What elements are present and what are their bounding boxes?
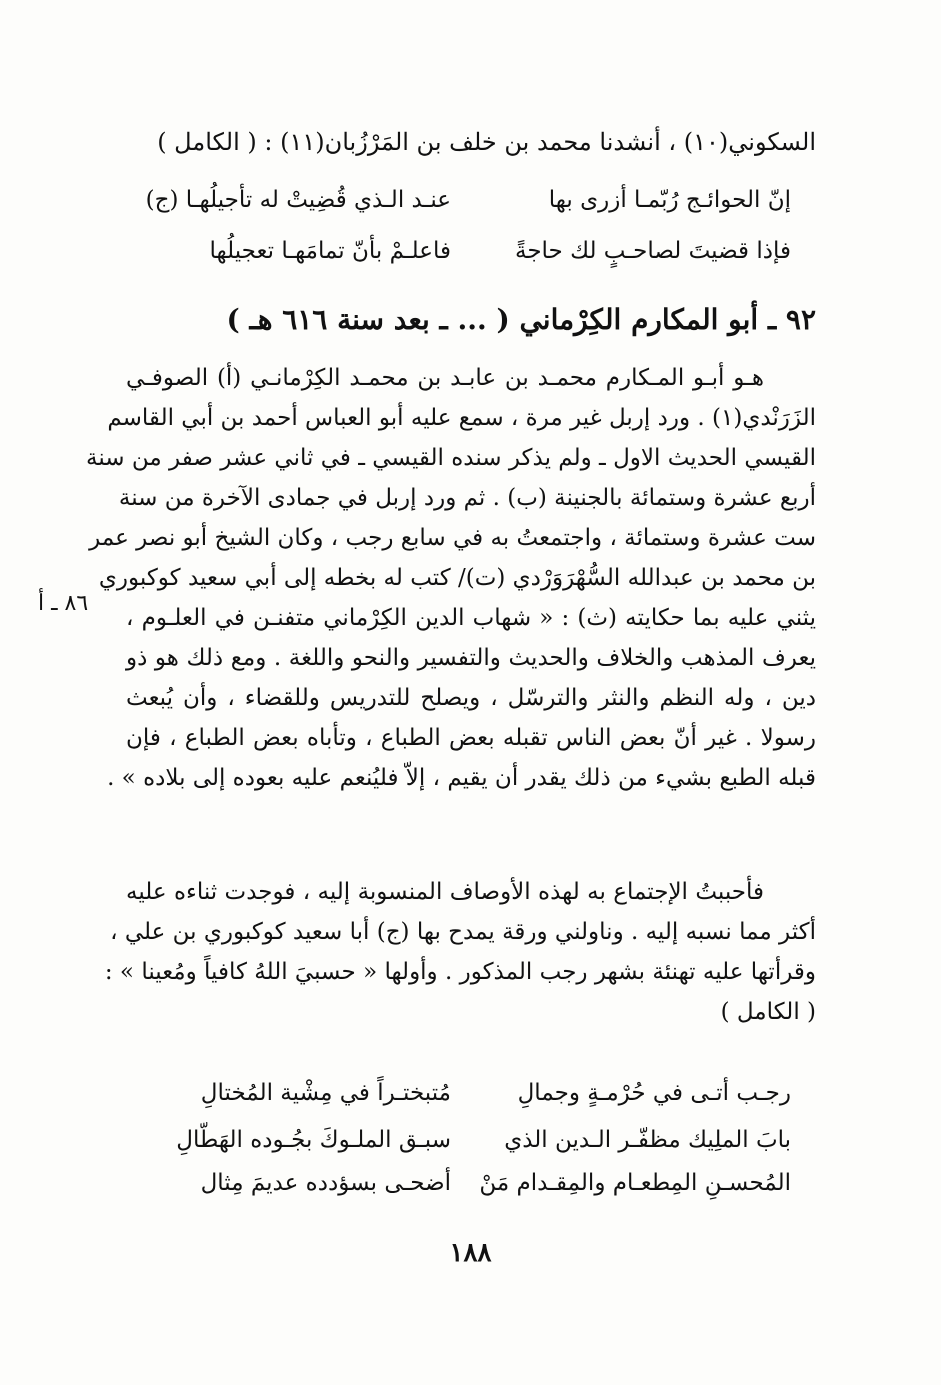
meeting-paragraph	[104, 872, 816, 1032]
biography-paragraph	[86, 358, 816, 798]
text-line: يثني عليه بما حكايته (ث) : « شهاب الدين الكِرْماني متفنـن في العلـوم ،	[126, 605, 816, 631]
text-line: ست عشرة وستمائة ، واجتمعتُ به في سابع رجب ، وكان الشيخ أبو نصر عمر	[89, 525, 816, 551]
verse-hemistich-second: مُتبختـراً في مِشْية المُختالِ	[200, 1080, 451, 1106]
section-heading: ٩٢ ـ أبو المكارم الكِرْماني ( ... ـ بعد سنة ٦١٦ هـ )	[226, 303, 816, 336]
text-line: بن محمد بن عبدالله السُّهْرَوَرْدي (ت)/ كتب له بخطه إلى أبي سعيد كوكبوري	[98, 565, 816, 591]
text-line: ( الكامل )	[720, 999, 816, 1025]
text-line: القيسي الحديث الاول ـ ولم يذكر سنده القيسي ـ في ثاني عشر صفر من سنة	[86, 445, 816, 471]
text-line: رسولا . غير أنّ بعض الناس تقبله بعض الطباع ، وتأباه بعض الطباع ، فإن	[126, 725, 816, 751]
verse-hemistich-second: أضحـى بسؤدده عديمَ مِثال	[200, 1170, 451, 1196]
verse-hemistich-second: فاعلـمْ بأنّ تمامَهـا تعجيلُها	[209, 238, 451, 264]
text-line: يعرف المذهب والخلاف والحديث والتفسير والنحو واللغة . ومع ذلك هو ذو	[126, 645, 816, 671]
verse-hemistich-first: فإذا قضيتَ لصاحـبٍ لك حاجةً	[514, 238, 791, 264]
verse-line	[0, 1127, 941, 1167]
text-line: قبله الطبع بشيء من ذلك يقدر أن يقيم ، إلاّ فليُنعم عليه بعوده إلى بلاده » .	[107, 765, 816, 791]
text-line: أربع عشرة وستمائة بالجنينة (ب) . ثم ورد إربل في جمادى الآخرة من سنة	[118, 485, 816, 511]
verse-line	[0, 1170, 941, 1210]
verse-hemistich-first: رجـب أتـى في حُرْمـةٍ وجمالِ	[517, 1080, 791, 1106]
text-line: أكثر مما نسبه إليه . وناولني ورقة يمدح بها (ج) أبا سعيد كوكبوري بن علي ،	[110, 919, 816, 945]
intro-line: السكوني(١٠) ، أنشدنا محمد بن خلف بن المَرْزُبان(١١) : ( الكامل )	[157, 128, 816, 156]
page-number: ١٨٨	[449, 1238, 492, 1268]
text-line: فأحببتُ الإجتماع به لهذه الأوصاف المنسوبة إليه ، فوجدت ثناءه عليه	[126, 879, 764, 905]
verse-line	[0, 187, 941, 227]
verse-hemistich-first: بابَ الملِيك مظفّـر الـدين الذي	[504, 1127, 791, 1153]
text-line: وقرأتها عليه تهنئة بشهر رجب المذكور . وأولها « حسبيَ اللهُ كافياً ومُعينا » :	[104, 959, 816, 985]
text-line: دين ، وله النظم والنثر والترسّل ، ويصلح للتدريس وللقضاء ، وأن يُبعث	[126, 685, 816, 711]
verse-hemistich-second: سبـق الملـوكَ بجُـوده الهَطّالِ	[176, 1127, 451, 1153]
verse-hemistich-second: عنـد الـذي قُضِيتْ له تأجيلُهـا (ج)	[145, 187, 451, 213]
verse-line	[0, 238, 941, 278]
text-line: هـو أبـو المـكارم محمـد بن عابـد بن محمـد الكِرْمانـي (أ) الصوفـي	[126, 365, 764, 391]
verse-hemistich-first: إنّ الحوائـج رُبّمـا أزرى بها	[548, 187, 791, 213]
verse-hemistich-first: المُحسـنِ المِطعـام والمِقـدام مَنْ	[479, 1170, 791, 1196]
text-line: الزَرَنْدي(١) . ورد إربل غير مرة ، سمع عليه أبو العباس أحمد بن أبي القاسم	[107, 405, 816, 431]
verse-line	[0, 1080, 941, 1120]
manuscript-folio-note: ٨٦ ـ أ	[38, 591, 89, 616]
